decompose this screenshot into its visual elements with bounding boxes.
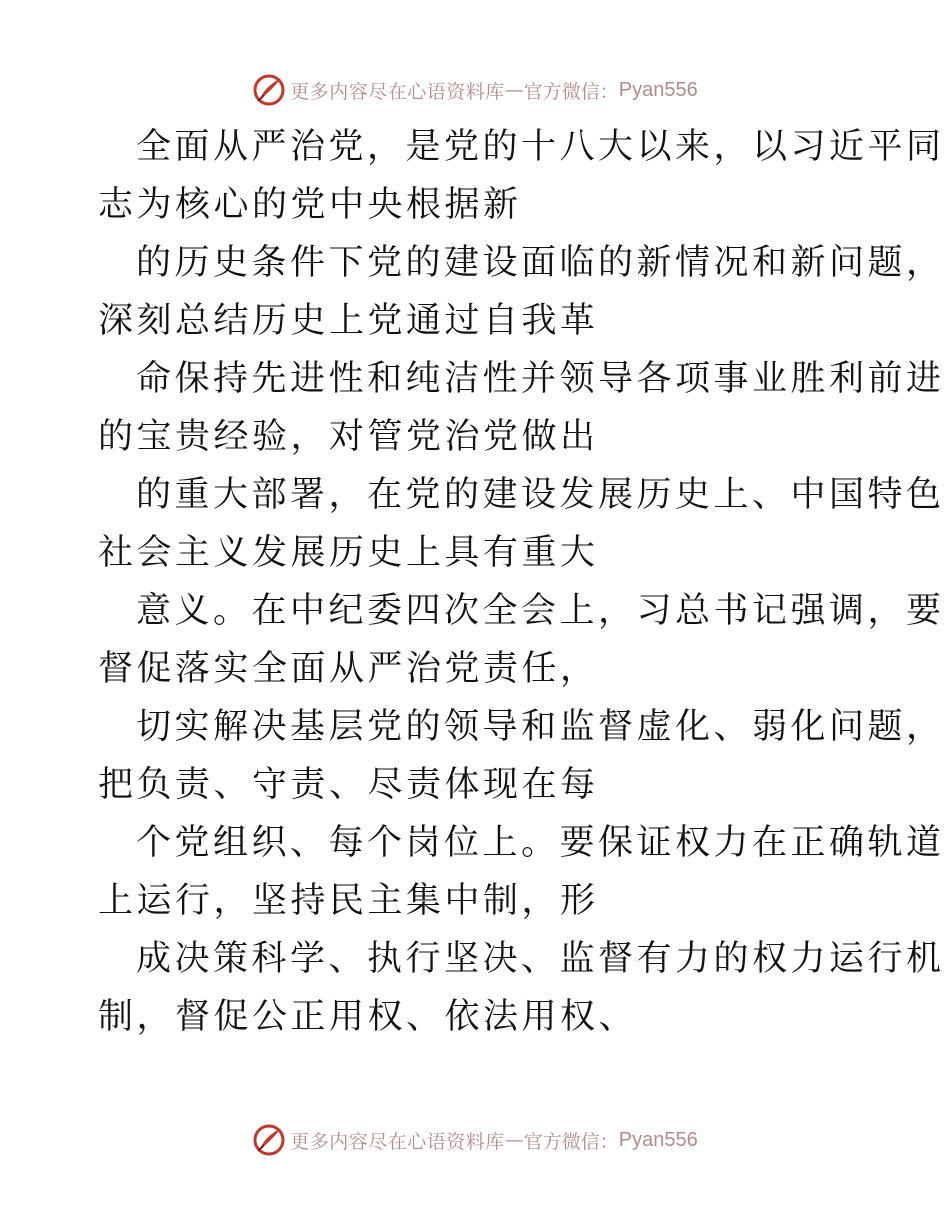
header-banner xyxy=(0,70,950,110)
text-line: 切实解决基层党的领导和监督虚化、弱化问题， xyxy=(136,707,945,747)
document-body xyxy=(98,118,945,1046)
text-line: 成决策科学、执行坚决、监督有力的权力运行机 xyxy=(136,939,945,979)
banner-wechat-id: Pyan556 xyxy=(618,78,698,101)
text-line: 把负责、守责、尽责体现在每 xyxy=(98,765,599,805)
text-line: 社会主义发展历史上具有重大 xyxy=(98,533,599,573)
banner-title: 更多内容尽在心语资料库 xyxy=(290,1130,505,1153)
text-line: 意义。在中纪委四次全会上，习总书记强调，要 xyxy=(136,591,945,631)
quill-logo-icon xyxy=(252,1123,286,1157)
banner-wechat-id: Pyan556 xyxy=(618,1128,698,1151)
text-line: 的宝贵经验，对管党治党做出 xyxy=(98,417,599,457)
text-line: 深刻总结历史上党通过自我革 xyxy=(98,301,599,341)
text-line: 的历史条件下党的建设面临的新情况和新问题， xyxy=(136,243,945,283)
text-line: 志为核心的党中央根据新 xyxy=(98,185,522,225)
text-line: 个党组织、每个岗位上。要保证权力在正确轨道 xyxy=(136,823,945,863)
banner-wechat-label: 官方微信： xyxy=(523,1130,619,1153)
banner-wechat-label: 官方微信： xyxy=(523,80,619,103)
paragraph xyxy=(98,118,945,1046)
banner-separator: — xyxy=(504,1129,524,1151)
text-line: 的重大部署，在党的建设发展历史上、中国特色 xyxy=(136,475,945,515)
quill-logo-icon xyxy=(252,73,286,107)
text-line: 上运行，坚持民主集中制，形 xyxy=(98,881,599,921)
banner-title: 更多内容尽在心语资料库 xyxy=(290,80,505,103)
text-line: 制，督促公正用权、依法用权、 xyxy=(98,997,638,1037)
text-line: 命保持先进性和纯洁性并领导各项事业胜利前进 xyxy=(136,359,945,399)
footer-banner xyxy=(0,1120,950,1160)
text-line: 督促落实全面从严治党责任， xyxy=(98,649,599,689)
banner-separator: — xyxy=(504,79,524,101)
text-line: 全面从严治党，是党的十八大以来，以习近平同 xyxy=(136,127,945,167)
